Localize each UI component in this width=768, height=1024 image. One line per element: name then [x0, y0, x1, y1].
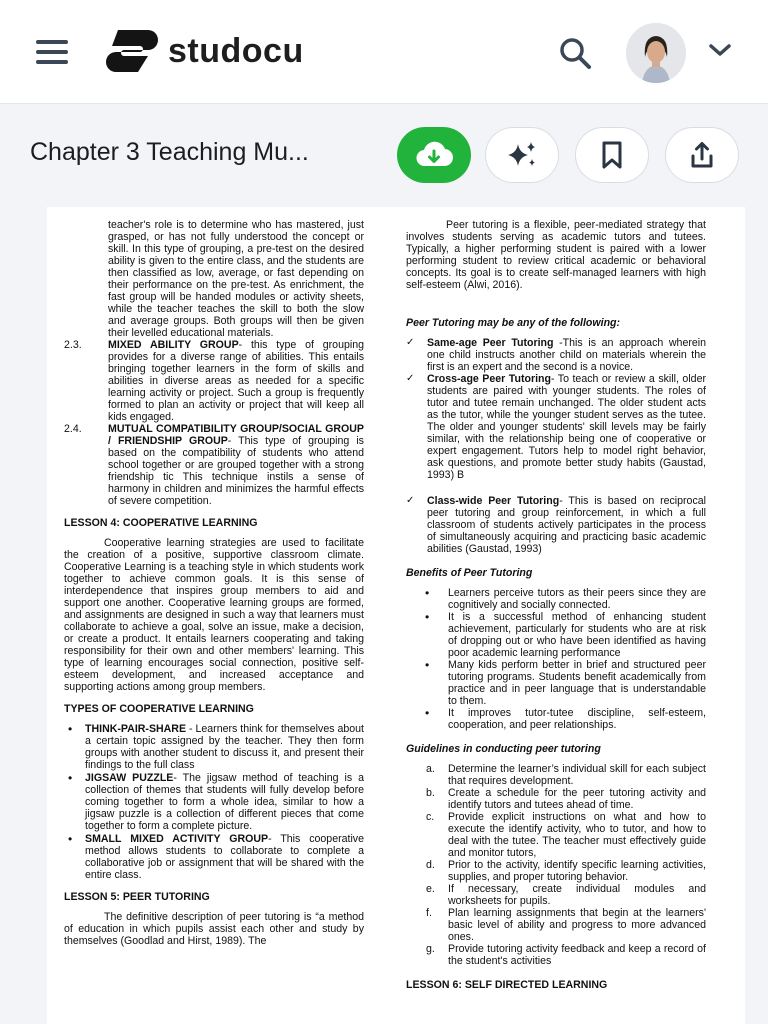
item-letter: a.	[426, 763, 435, 775]
item-text: Create a schedule for the peer tutoring activity and identify tutors and tutees ahead of time.	[448, 787, 706, 811]
item-body: - This type of grouping is based on the compatibility of students who attend school together or are grouped together with a strong friendship tic This technique instils a sense of harmony in children and minimizes the harmful effects of severe competition.	[108, 435, 364, 507]
peer-tutoring-types-heading: Peer Tutoring may be any of the following:	[406, 317, 621, 329]
search-icon[interactable]	[556, 34, 594, 72]
item-body: - To teach or review a skill, older students are paired with younger students. The roles of tutor and tutee remain unchanged. The older student acts as the tutor, while the younger student serves as the tutee. The older and younger students' skill levels may be fairly similar, with the relationship being one of cooperative or expert engagement. Tutors help to model right behavior, ask questions, and promote better study habits (Gaustad, 1993) B	[427, 373, 706, 481]
item-heading: THINK-PAIR-SHARE	[85, 723, 187, 735]
list-item: • It is a successful method of enhancing student achievement, particularly for students who are at risk of dropping out or who have been identified as having poor academic learning performance	[406, 611, 706, 659]
item-number: 2.3.	[64, 339, 82, 351]
list-item-2-4	[64, 423, 364, 507]
list-item	[406, 763, 706, 787]
item-letter: g.	[426, 943, 435, 955]
list-item: • It improves tutor-tutee discipline, self-esteem, cooperation, and peer relationships.	[406, 707, 706, 731]
item-heading: JIGSAW PUZZLE	[85, 772, 174, 784]
item-text: Plan learning assignments that begin at the learners' basic level of ability and progress to more advanced ones.	[448, 907, 706, 943]
item-text: Provide explicit instructions on what and how to execute the identify activity, who to tutor, and how to deal with the tutee. The teacher must effectively guide and monitor tutors,	[448, 811, 706, 859]
item-text	[108, 423, 364, 507]
ai-assistant-button[interactable]	[485, 127, 559, 183]
share-button[interactable]	[665, 127, 739, 183]
item-heading: Same-age Peer Tutoring	[427, 337, 554, 349]
studocu-logo[interactable]	[104, 28, 304, 74]
bookmark-icon	[599, 140, 625, 170]
studocu-logo-mark	[104, 28, 160, 74]
item-heading: MIXED ABILITY GROUP	[108, 339, 239, 351]
list-item	[406, 859, 706, 883]
lesson-5-heading: LESSON 5: PEER TUTORING	[64, 891, 210, 903]
item-letter: b.	[426, 787, 435, 799]
list-item-2-3	[64, 339, 364, 423]
item-body: - This cooperative method allows students to collaborate to complete a collaborative job or assignment that will be shared with the entire class.	[85, 833, 364, 881]
peer-tutoring-intro: Peer tutoring is a flexible, peer-mediated strategy that involves students serving as academic tutors and tutees. Typically, a higher performing student is paired with a lower performing student to review critical academic or behavioral concepts. Its goal is to create self-managed learners with high self-esteem (Alwi, 2016).	[406, 219, 706, 291]
item-letter: f.	[426, 907, 432, 919]
item-heading: Cross-age Peer Tutoring	[427, 373, 551, 385]
item-letter: d.	[426, 859, 435, 871]
list-item	[64, 772, 364, 832]
cooperative-learning-paragraph: Cooperative learning strategies are used to facilitate the creation of a positive, supportive classroom climate. Cooperative Learning is a teaching style in which students work together to achieve common goals. It is this sense of interdependence that inspires group members to aid and support one another. Cooperative learning groups are formed, and assignments are designed in such a way that learners must collaborate to achieve a goal, solve an issue, make a decision, or create a product. It entails learners cooperating and taking responsibility for their own and other members' learning. This type of learning encourages social connection, positive self- esteem development, and increased acceptance and supporting actions among group members.	[64, 537, 364, 693]
list-item	[64, 723, 364, 771]
lesson-4-heading: LESSON 4: COOPERATIVE LEARNING	[64, 517, 258, 529]
left-column	[64, 219, 364, 947]
peer-tutoring-types-list	[406, 337, 706, 555]
bookmark-button[interactable]	[575, 127, 649, 183]
top-navigation-bar	[0, 0, 768, 104]
item-body: -This is an approach wherein one child instructs another child on materials wherein the first is an expert and the second is a novice.	[427, 337, 707, 373]
item-letter: e.	[426, 883, 435, 895]
document-page	[47, 207, 745, 1024]
item-body: - this type of grouping provides for a diverse range of abilities. This entails bringing together learners in the form of skills and abilities in diverse areas as needed for a specific learning activity or project. Such a group is frequently formed to plan an activity or project that will keep all kids engaged.	[108, 339, 364, 423]
grouping-intro-paragraph: teacher's role is to determine who has mastered, just grasped, or has not fully understood the concept or skill. In this type of grouping, a pre-test on the desired ability is given to the entire class, and the students are then classified as low, average, or fast depending on their performance on the pre-test. As enrichment, the fast group will be handed modules or activity sheets, while the teacher teaches the skill to both the slow and average groups. Both groups will then be given their levelled educational materials.	[108, 219, 364, 339]
list-item	[406, 811, 706, 859]
list-item: • Many kids perform better in brief and structured peer tutoring programs. Students benefit academically from practice and in peer language that is understandable to them.	[406, 659, 706, 707]
item-heading: MUTUAL COMPATIBILITY GROUP/SOCIAL GROUP / FRIENDSHIP GROUP	[108, 423, 364, 447]
document-title[interactable]: Chapter 3 Teaching Mu...	[30, 138, 309, 166]
item-letter: c.	[426, 811, 435, 823]
list-item: • Learners perceive tutors as their peers since they are cognitively and socially connected.	[406, 587, 706, 611]
item-text: If necessary, create individual modules and worksheets for pupils.	[448, 883, 706, 907]
hamburger-menu-icon[interactable]	[36, 40, 68, 64]
lesson-6-heading: LESSON 6: SELF DIRECTED LEARNING	[406, 979, 608, 991]
peer-tutoring-definition: The definitive description of peer tutoring is “a method of education in which pupils assist each other and study by themselves (Goodlad and Hirst, 1989). The	[64, 911, 364, 947]
item-body: - The jigsaw method of teaching is a collection of themes that students will fully develop before coming together to form a whole idea, similar to how a jigsaw puzzle is a collection of different pieces that come together to form a complete picture.	[85, 772, 364, 832]
list-item	[64, 833, 364, 881]
list-item	[406, 373, 706, 481]
guidelines-heading: Guidelines in conducting peer tutoring	[406, 743, 601, 755]
item-heading: Class-wide Peer Tutoring	[427, 495, 560, 507]
item-text: Prior to the activity, identify specific learning activities, supplies, and proper tutoring behavior.	[448, 859, 706, 883]
list-item	[406, 337, 706, 373]
list-item	[406, 787, 706, 811]
logo-text: studocu	[168, 31, 304, 70]
list-item	[406, 907, 706, 943]
item-body: - Learners think for themselves about a certain topic assigned by the teacher. They then form groups with another student to discuss it, and present their findings to the full class	[85, 723, 364, 771]
item-text: Provide tutoring activity feedback and keep a record of the student's activities	[448, 943, 706, 967]
item-number: 2.4.	[64, 423, 82, 435]
cloud-download-icon	[414, 140, 454, 170]
sparkles-icon	[505, 140, 539, 170]
list-item	[406, 943, 706, 967]
list-item	[406, 495, 706, 555]
cooperative-types-list	[64, 723, 364, 881]
item-heading: SMALL MIXED ACTIVITY GROUP	[85, 833, 269, 845]
item-text: Determine the learner’s individual skill for each subject that requires development.	[448, 763, 706, 787]
benefits-list	[406, 587, 706, 731]
download-button[interactable]	[397, 127, 471, 183]
item-text	[108, 339, 364, 423]
types-heading: TYPES OF COOPERATIVE LEARNING	[64, 703, 254, 715]
user-avatar[interactable]	[626, 23, 686, 83]
item-body: - This is based on reciprocal peer tutoring and group reinforcement, in which a full classroom of students actively participates in the process of simultaneously acquiring and practicing basic academic abilities (Gaustad, 1993)	[427, 495, 706, 555]
list-item	[406, 883, 706, 907]
share-icon	[687, 140, 717, 170]
chevron-down-icon[interactable]	[706, 40, 734, 60]
guidelines-list	[406, 763, 706, 967]
right-column	[406, 219, 706, 999]
benefits-heading: Benefits of Peer Tutoring	[406, 567, 533, 579]
